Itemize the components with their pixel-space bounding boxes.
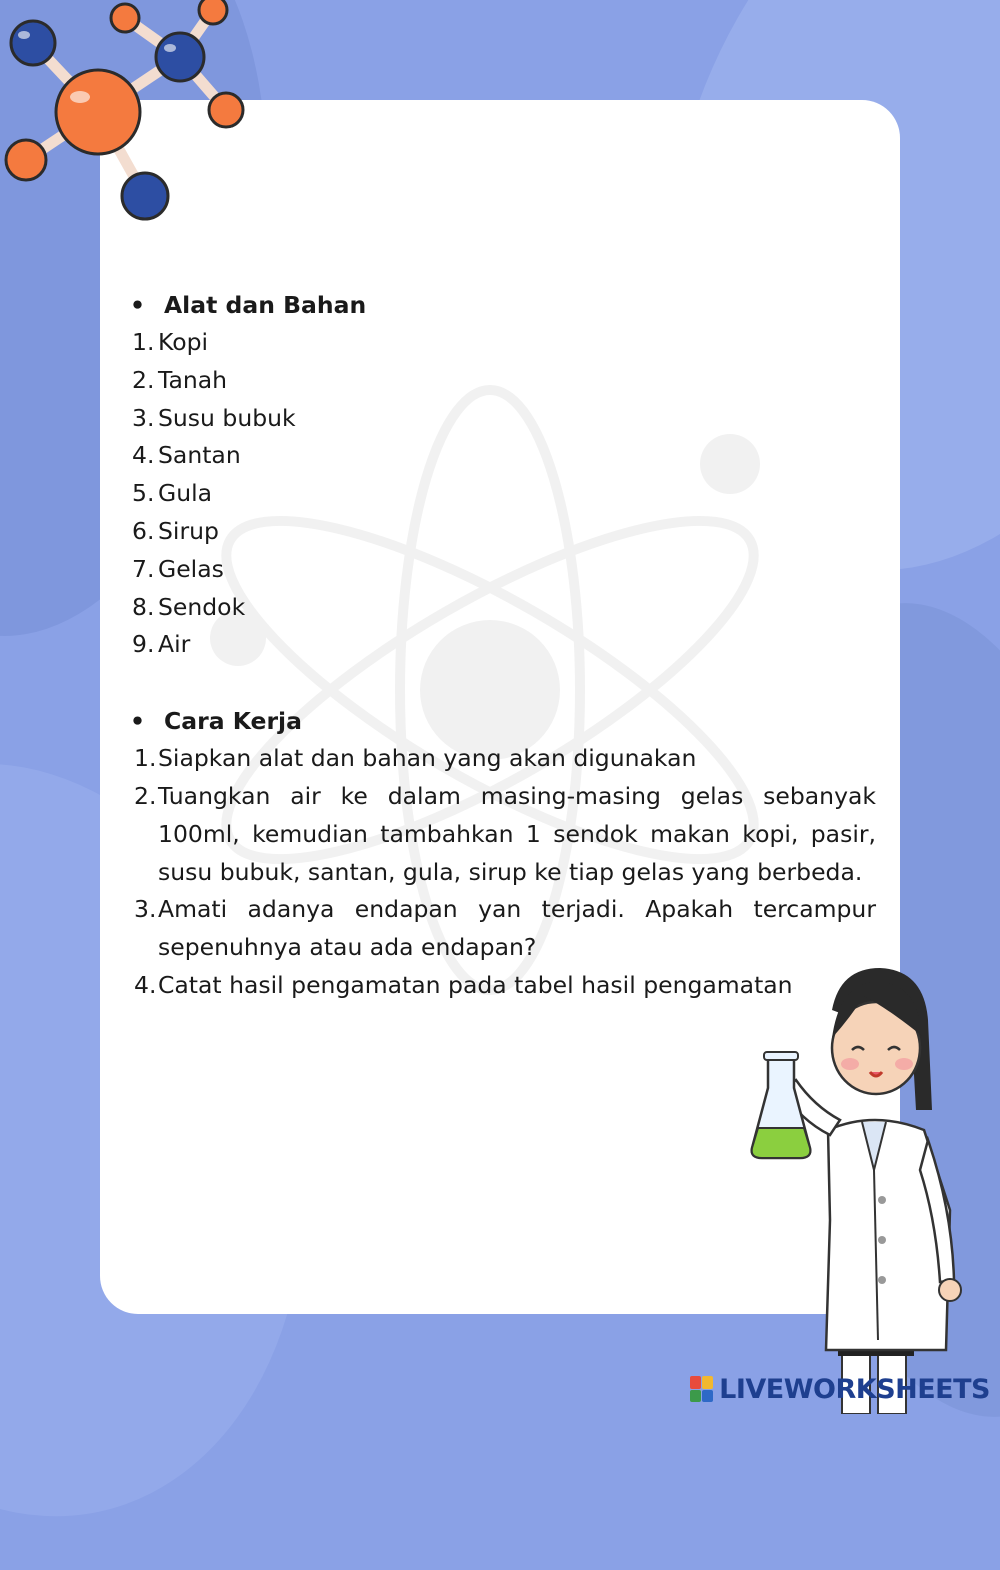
step-text: Siapkan alat dan bahan yang akan digunakan — [158, 744, 697, 773]
material-label: Susu bubuk — [158, 403, 296, 432]
step-number: 2. — [134, 781, 157, 810]
material-number: 3. — [132, 403, 155, 432]
procedure-heading-text: Cara Kerja — [164, 707, 302, 736]
material-number: 1. — [132, 328, 155, 356]
material-item — [128, 400, 876, 438]
bullet: • — [130, 291, 146, 319]
step-text: Amati adanya endapan yan terjadi. Apakah tercampur sepenuhnya atau ada endapan? — [158, 895, 876, 962]
procedure-step — [128, 740, 876, 778]
material-number: 8. — [132, 592, 155, 621]
material-number: 6. — [132, 516, 155, 545]
material-number: 4. — [132, 441, 155, 470]
material-item — [128, 551, 876, 589]
material-label: Air — [158, 630, 191, 659]
material-number: 2. — [132, 365, 155, 394]
material-number: 9. — [132, 630, 155, 659]
material-label: Gelas — [158, 554, 224, 583]
worksheet-content — [128, 286, 876, 1005]
step-number: 3. — [134, 895, 157, 924]
step-text: Catat hasil pengamatan pada tabel hasil pengamatan — [158, 970, 793, 999]
step-number: 4. — [134, 970, 157, 999]
molecule-icon — [0, 0, 250, 230]
liveworksheets-logo-icon — [690, 1376, 713, 1402]
liveworksheets-logo — [690, 1372, 990, 1406]
material-label: Sirup — [158, 516, 219, 545]
liveworksheets-logo-text: LIVEWORKSHEETS — [719, 1373, 990, 1405]
material-label: Sendok — [158, 592, 246, 621]
material-label: Tanah — [158, 365, 228, 394]
step-number: 1. — [134, 744, 157, 773]
material-item — [128, 324, 876, 362]
material-item — [128, 362, 876, 400]
procedure-step — [128, 778, 876, 891]
materials-heading-text: Alat dan Bahan — [164, 291, 367, 319]
materials-list — [128, 324, 876, 664]
step-text: Tuangkan air ke dalam masing-masing gelas sebanyak 100ml, kemudian tambahkan 1 sendok makan kopi, pasir, susu bubuk, santan, gula, sirup ke tiap gelas yang berbeda. — [158, 781, 876, 886]
material-label: Kopi — [158, 328, 209, 356]
material-number: 5. — [132, 479, 155, 508]
procedure-heading — [128, 702, 876, 740]
scientist-illustration — [740, 960, 980, 1414]
materials-heading — [128, 286, 876, 324]
material-item — [128, 626, 876, 664]
material-number: 7. — [132, 554, 155, 583]
bullet: • — [130, 707, 146, 736]
material-item — [128, 513, 876, 551]
material-item — [128, 475, 876, 513]
procedure-step — [128, 891, 876, 967]
material-label: Gula — [158, 479, 213, 508]
material-item — [128, 589, 876, 627]
material-label: Santan — [158, 441, 241, 470]
material-item — [128, 437, 876, 475]
